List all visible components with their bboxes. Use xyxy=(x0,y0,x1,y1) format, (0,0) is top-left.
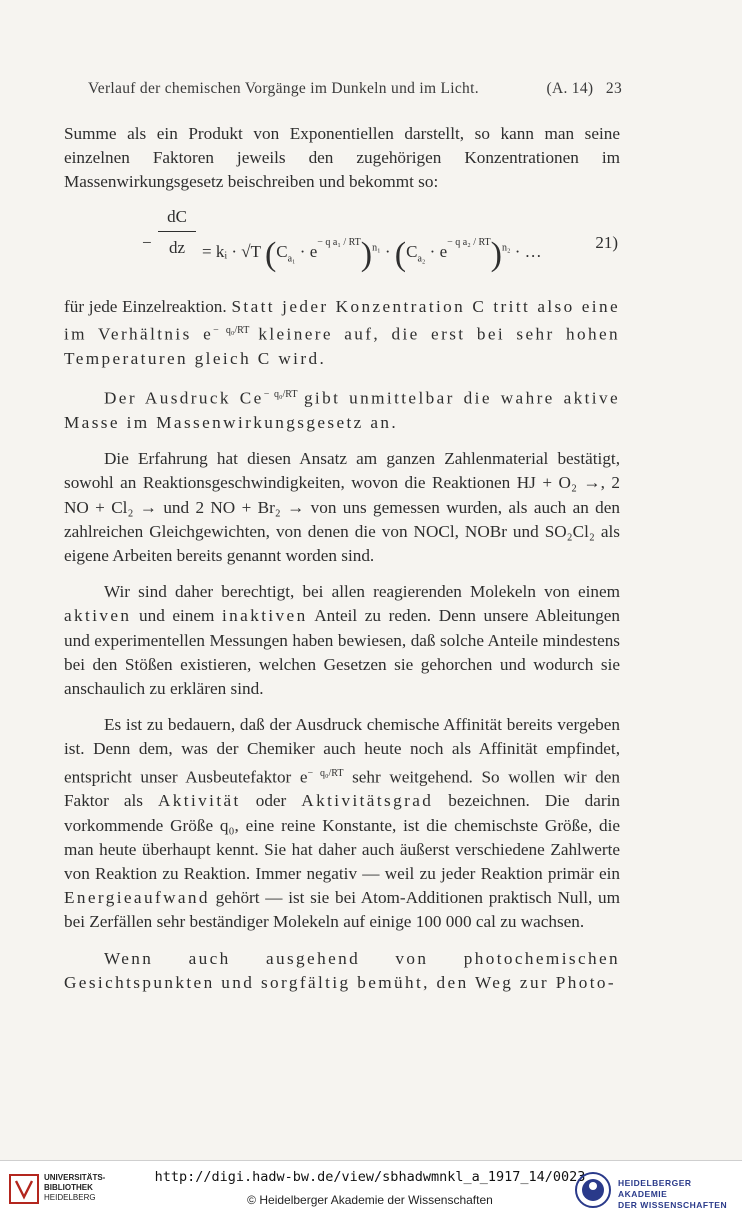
university-library-label xyxy=(44,1173,105,1203)
p6-energieaufwand: Energieaufwand xyxy=(64,888,210,908)
p3-exponent: − q₀/RT xyxy=(263,388,298,400)
academy-label xyxy=(618,1178,742,1211)
equation-number: 21) xyxy=(595,232,618,252)
p6-text-b: sehr weitgehend. So wollen wir den Faktor als xyxy=(64,767,620,811)
paragraph-5 xyxy=(64,580,620,701)
ub-line-2: BIBLIOTHEK xyxy=(44,1183,93,1192)
equation-denominator: dz xyxy=(168,237,186,257)
running-header xyxy=(88,80,622,98)
paragraph-3 xyxy=(64,383,620,435)
equation-rhs-prefix: = kᵢ · √T xyxy=(202,241,261,261)
running-title: Verlauf der chemischen Vorgänge im Dunkeln und im Licht. xyxy=(88,80,479,97)
p6-exponent: − q₀/RT xyxy=(307,767,344,779)
p6-text-d: bezeichnen. Die darin vorkommende Größe q₀, eine reine Konstante, ist die chemischste Größe, die man heute überhaupt kennt. Sie hat daher auch äußerst verschiedene Zahlwerte von Reaktion zu Reaktion. Immer negativ — weil zu jeder Reaktion primär ein xyxy=(64,791,620,884)
ub-line-1: UNIVERSITÄTS- xyxy=(44,1173,106,1182)
hak-line-2: DER WISSENSCHAFTEN xyxy=(618,1200,728,1210)
p6-aktivitaetsgrad: Aktivitätsgrad xyxy=(301,791,434,811)
paragraph-1: Summe als ein Produkt von Exponentiellen darstellt, so kann man seine einzelnen Faktoren jeweils den zugehörigen Konzentrationen im Massenwirkungsgesetz beischreiben und bekommt so: xyxy=(64,124,620,192)
body-text xyxy=(64,122,620,995)
p5-text-b: und einem xyxy=(139,606,215,626)
hak-line-1: HEIDELBERGER AKADEMIE xyxy=(618,1178,692,1199)
page-number: 23 xyxy=(605,80,622,97)
permalink-url[interactable]: http://digi.hadw-bw.de/view/sbhadwmnkl_a_1917_14/0023 xyxy=(154,1169,586,1185)
paragraph-4: Die Erfahrung hat diesen Ansatz am ganzen Zahlenmaterial bestätigt, sowohl an Reaktionsgeschwindigkeiten, wovon die Reaktionen HJ + O₂ →, 2 NO + Cl₂ → und 2 NO + Br₂ → von uns gemessen wurden, als auch an den zahlreichen Gleichgewichten, von denen die von NOCl, NOBr und SO₂Cl₂ als eigene Arbeiten bereits genannt worden sind. xyxy=(64,449,620,565)
p5-text-a: Wir sind daher berechtigt, bei allen reagierenden Molekeln von einem xyxy=(104,582,620,602)
p2-text-c: kleinere auf, die erst bei sehr hohen Temperaturen gleich C wird. xyxy=(64,324,621,368)
copyright-notice: © Heidelberger Akademie der Wissenschaften xyxy=(247,1193,493,1207)
equation-fraction xyxy=(158,205,196,260)
p2-text-b: Statt jeder Konzentration C tritt also eine im Verhältnis e xyxy=(64,296,621,344)
p3-text-a: Der Ausdruck Ce xyxy=(104,388,264,408)
p5-inaktiv: inaktiven xyxy=(222,606,308,626)
p2-text-a: für jede Einzelreaktion. xyxy=(64,296,227,316)
ub-line-3: HEIDELBERG xyxy=(44,1193,96,1202)
footer-bar xyxy=(0,1160,742,1217)
p6-text-e: gehört — ist sie bei Atom-Additionen praktisch Null, um bei Zerfällen sehr beständiger Molekeln auf einige 100 000 cal zu wachsen. xyxy=(64,888,620,932)
equation-21 xyxy=(64,205,620,285)
paragraph-7: Wenn auch ausgehend von photochemischen Gesichtspunkten und sorgfältig bemüht, den Weg zur Photo- xyxy=(64,948,620,992)
p6-text-c: oder xyxy=(255,791,287,811)
paragraph-6 xyxy=(64,713,620,935)
university-library-logo-icon xyxy=(8,1173,40,1205)
p5-text-c: Anteil zu reden. Denn unsere Ableitungen und experimentellen Messungen haben bewiesen, daß solche Anteile mindestens bei den Stößen existieren, welchen Gesetzen sie gehorchen und wodurch sie anschaulich zu erklären sind. xyxy=(64,606,621,698)
p6-aktivitaet: Aktivität xyxy=(158,791,241,811)
equation-rhs: = kᵢ · √T $(C_{a_1} \cdot e^{- q a_1 / RT})^{n_1} \cdot (C_{a_2} \cdot e^{- q a_2 / RT})^{n_2}$ · … xyxy=(202,235,542,273)
p5-aktiv: aktiven xyxy=(64,606,132,626)
academy-seal-icon xyxy=(574,1171,612,1209)
p2-exponent: − q₀/RT xyxy=(213,324,250,336)
paragraph-2 xyxy=(64,295,620,371)
equation-minus: − xyxy=(142,232,152,252)
p6-text-a: Es ist zu bedauern, daß der Ausdruck chemische Affinität bereits vergeben ist. Denn dem, was der Chemiker auch heute noch als Affinität empfindet, entspricht unser Ausbeutefaktor e xyxy=(64,715,620,787)
equation-numerator: dC xyxy=(158,205,196,232)
p3-text-b: gibt unmittelbar die wahre aktive Masse im Massenwirkungsgesetz an. xyxy=(64,388,620,432)
section-label: (A. 14) xyxy=(546,80,594,97)
